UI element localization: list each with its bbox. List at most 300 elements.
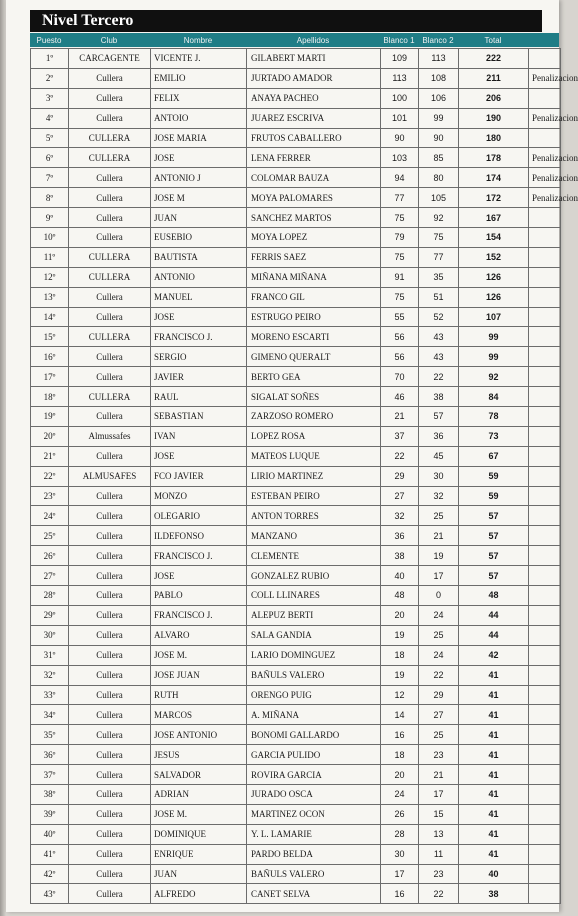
nombre-cell: JESUS (151, 745, 247, 765)
table-row (31, 88, 561, 108)
club-cell: Cullera (69, 804, 151, 824)
nombre-cell: JOSE (151, 307, 247, 327)
table-row (31, 486, 561, 506)
penalty-note (529, 287, 561, 307)
table-row (31, 426, 561, 446)
club-cell: Cullera (69, 108, 151, 128)
total-cell: 57 (459, 506, 529, 526)
apellidos-cell: CANET SELVA (247, 884, 381, 904)
club-cell: Cullera (69, 745, 151, 765)
nombre-cell: JUAN (151, 864, 247, 884)
position-cell: 28º (31, 586, 69, 606)
penalty-note (529, 426, 561, 446)
table-row (31, 168, 561, 188)
club-cell: Cullera (69, 88, 151, 108)
apellidos-cell: ZARZOSO ROMERO (247, 407, 381, 427)
table-row (31, 407, 561, 427)
club-cell: Cullera (69, 645, 151, 665)
blanco-1-cell: 38 (381, 546, 419, 566)
position-cell: 37º (31, 765, 69, 785)
nombre-cell: FCO JAVIER (151, 466, 247, 486)
blanco-2-cell: 80 (419, 168, 459, 188)
club-cell: CULLERA (69, 247, 151, 267)
penalty-note: Penalizacion (529, 108, 561, 128)
total-cell: 154 (459, 228, 529, 248)
apellidos-cell: MANZANO (247, 526, 381, 546)
blanco-2-cell: 77 (419, 247, 459, 267)
table-row (31, 387, 561, 407)
apellidos-cell: MATEOS LUQUE (247, 446, 381, 466)
results-table (30, 48, 578, 904)
position-cell: 8º (31, 188, 69, 208)
blanco-1-cell: 29 (381, 466, 419, 486)
apellidos-cell: MORENO ESCARTI (247, 327, 381, 347)
apellidos-cell: BAÑULS VALERO (247, 665, 381, 685)
club-cell: Cullera (69, 347, 151, 367)
apellidos-cell: ALEPUZ BERTI (247, 605, 381, 625)
blanco-2-cell: 29 (419, 685, 459, 705)
club-cell: Cullera (69, 228, 151, 248)
blanco-2-cell: 113 (419, 49, 459, 69)
table-row (31, 705, 561, 725)
club-cell: Cullera (69, 68, 151, 88)
total-cell: 172 (459, 188, 529, 208)
nombre-cell: JOSE JUAN (151, 665, 247, 685)
blanco-1-cell: 30 (381, 844, 419, 864)
penalty-note: Penalizacion (529, 188, 561, 208)
blanco-1-cell: 27 (381, 486, 419, 506)
blanco-2-cell: 22 (419, 665, 459, 685)
blanco-2-cell: 106 (419, 88, 459, 108)
position-cell: 13º (31, 287, 69, 307)
apellidos-cell: MOYA LOPEZ (247, 228, 381, 248)
club-cell: Cullera (69, 566, 151, 586)
position-cell: 25º (31, 526, 69, 546)
table-row (31, 128, 561, 148)
penalty-note (529, 765, 561, 785)
penalty-note (529, 327, 561, 347)
table-row (31, 745, 561, 765)
position-cell: 11º (31, 247, 69, 267)
total-cell: 126 (459, 267, 529, 287)
nombre-cell: JOSE M. (151, 645, 247, 665)
penalty-note (529, 228, 561, 248)
position-cell: 4º (31, 108, 69, 128)
blanco-2-cell: 24 (419, 605, 459, 625)
penalty-note (529, 546, 561, 566)
blanco-1-cell: 101 (381, 108, 419, 128)
penalty-note (529, 665, 561, 685)
blanco-2-cell: 15 (419, 804, 459, 824)
blanco-2-cell: 21 (419, 765, 459, 785)
table-row (31, 446, 561, 466)
blanco-1-cell: 109 (381, 49, 419, 69)
blanco-2-cell: 22 (419, 884, 459, 904)
nombre-cell: JOSE M. (151, 804, 247, 824)
club-cell: CULLERA (69, 327, 151, 347)
total-cell: 41 (459, 804, 529, 824)
apellidos-cell: FRANCO GIL (247, 287, 381, 307)
apellidos-cell: PARDO BELDA (247, 844, 381, 864)
position-cell: 1º (31, 49, 69, 69)
header-total: Total (484, 35, 502, 45)
position-cell: 3º (31, 88, 69, 108)
apellidos-cell: CLEMENTE (247, 546, 381, 566)
blanco-1-cell: 26 (381, 804, 419, 824)
nombre-cell: JOSE ANTONIO (151, 725, 247, 745)
apellidos-cell: LARIO DOMINGUEZ (247, 645, 381, 665)
nombre-cell: BAUTISTA (151, 247, 247, 267)
position-cell: 7º (31, 168, 69, 188)
club-cell: Cullera (69, 407, 151, 427)
club-cell: ALMUSAFES (69, 466, 151, 486)
blanco-2-cell: 27 (419, 705, 459, 725)
position-cell: 32º (31, 665, 69, 685)
penalty-note (529, 367, 561, 387)
table-row (31, 665, 561, 685)
club-cell: Cullera (69, 586, 151, 606)
club-cell: Cullera (69, 446, 151, 466)
club-cell: Cullera (69, 844, 151, 864)
table-row (31, 844, 561, 864)
table-row (31, 725, 561, 745)
blanco-2-cell: 92 (419, 208, 459, 228)
blanco-2-cell: 23 (419, 864, 459, 884)
blanco-2-cell: 85 (419, 148, 459, 168)
nombre-cell: IVAN (151, 426, 247, 446)
blanco-2-cell: 11 (419, 844, 459, 864)
position-cell: 22º (31, 466, 69, 486)
nombre-cell: FRANCISCO J. (151, 546, 247, 566)
penalty-note (529, 466, 561, 486)
blanco-1-cell: 20 (381, 605, 419, 625)
club-cell: Cullera (69, 705, 151, 725)
header-blanco-1: Blanco 1 (383, 35, 415, 45)
position-cell: 40º (31, 824, 69, 844)
blanco-2-cell: 30 (419, 466, 459, 486)
penalty-note (529, 725, 561, 745)
table-row (31, 148, 561, 168)
penalty-note (529, 645, 561, 665)
table-row (31, 804, 561, 824)
total-cell: 41 (459, 824, 529, 844)
blanco-1-cell: 70 (381, 367, 419, 387)
penalty-note (529, 526, 561, 546)
penalty-note (529, 705, 561, 725)
position-cell: 42º (31, 864, 69, 884)
penalty-note (529, 88, 561, 108)
position-cell: 36º (31, 745, 69, 765)
club-cell: Cullera (69, 287, 151, 307)
apellidos-cell: GARCIA PULIDO (247, 745, 381, 765)
table-row (31, 287, 561, 307)
blanco-2-cell: 90 (419, 128, 459, 148)
total-cell: 206 (459, 88, 529, 108)
penalty-note (529, 745, 561, 765)
blanco-1-cell: 113 (381, 68, 419, 88)
nombre-cell: JAVIER (151, 367, 247, 387)
blanco-1-cell: 94 (381, 168, 419, 188)
total-cell: 41 (459, 685, 529, 705)
penalty-note (529, 586, 561, 606)
club-cell: Almussafes (69, 426, 151, 446)
club-cell: Cullera (69, 665, 151, 685)
blanco-1-cell: 17 (381, 864, 419, 884)
nombre-cell: ALFREDO (151, 884, 247, 904)
nombre-cell: SALVADOR (151, 765, 247, 785)
blanco-1-cell: 20 (381, 765, 419, 785)
position-cell: 29º (31, 605, 69, 625)
blanco-2-cell: 22 (419, 367, 459, 387)
header-nombre: Nombre (183, 35, 213, 45)
apellidos-cell: ORENGO PUIG (247, 685, 381, 705)
apellidos-cell: LIRIO MARTINEZ (247, 466, 381, 486)
total-cell: 73 (459, 426, 529, 446)
table-row (31, 526, 561, 546)
total-cell: 59 (459, 466, 529, 486)
position-cell: 9º (31, 208, 69, 228)
nombre-cell: ANTONIO (151, 267, 247, 287)
table-row (31, 466, 561, 486)
blanco-2-cell: 45 (419, 446, 459, 466)
table-row (31, 784, 561, 804)
total-cell: 178 (459, 148, 529, 168)
position-cell: 23º (31, 486, 69, 506)
blanco-1-cell: 21 (381, 407, 419, 427)
position-cell: 15º (31, 327, 69, 347)
apellidos-cell: Y. L. LAMARIE (247, 824, 381, 844)
club-cell: Cullera (69, 884, 151, 904)
penalty-note (529, 407, 561, 427)
blanco-1-cell: 12 (381, 685, 419, 705)
blanco-1-cell: 40 (381, 566, 419, 586)
penalty-note (529, 49, 561, 69)
apellidos-cell: ANAYA PACHEO (247, 88, 381, 108)
nombre-cell: ENRIQUE (151, 844, 247, 864)
position-cell: 27º (31, 566, 69, 586)
apellidos-cell: LOPEZ ROSA (247, 426, 381, 446)
club-cell: Cullera (69, 486, 151, 506)
table-row (31, 208, 561, 228)
blanco-1-cell: 36 (381, 526, 419, 546)
total-cell: 84 (459, 387, 529, 407)
total-cell: 41 (459, 665, 529, 685)
table-row (31, 347, 561, 367)
position-cell: 17º (31, 367, 69, 387)
header-apellidos: Apellidos (296, 35, 330, 45)
club-cell: Cullera (69, 765, 151, 785)
position-cell: 12º (31, 267, 69, 287)
total-cell: 41 (459, 784, 529, 804)
apellidos-cell: BERTO GEA (247, 367, 381, 387)
total-cell: 78 (459, 407, 529, 427)
position-cell: 33º (31, 685, 69, 705)
club-cell: CARCAGENTE (69, 49, 151, 69)
nombre-cell: JUAN (151, 208, 247, 228)
table-row (31, 824, 561, 844)
table-row (31, 765, 561, 785)
nombre-cell: FRANCISCO J. (151, 605, 247, 625)
position-cell: 31º (31, 645, 69, 665)
penalty-note (529, 625, 561, 645)
total-cell: 59 (459, 486, 529, 506)
nombre-cell: SEBASTIAN (151, 407, 247, 427)
club-cell: Cullera (69, 208, 151, 228)
table-row (31, 645, 561, 665)
club-cell: Cullera (69, 367, 151, 387)
nombre-cell: OLEGARIO (151, 506, 247, 526)
total-cell: 57 (459, 526, 529, 546)
position-cell: 41º (31, 844, 69, 864)
blanco-2-cell: 25 (419, 625, 459, 645)
blanco-2-cell: 25 (419, 506, 459, 526)
blanco-2-cell: 75 (419, 228, 459, 248)
blanco-1-cell: 19 (381, 625, 419, 645)
nombre-cell: ANTONIO J (151, 168, 247, 188)
apellidos-cell: BONOMI GALLARDO (247, 725, 381, 745)
apellidos-cell: JURTADO AMADOR (247, 68, 381, 88)
club-cell: CULLERA (69, 148, 151, 168)
blanco-1-cell: 103 (381, 148, 419, 168)
nombre-cell: ILDEFONSO (151, 526, 247, 546)
table-row (31, 566, 561, 586)
penalty-note (529, 506, 561, 526)
apellidos-cell: JUAREZ ESCRIVA (247, 108, 381, 128)
table-row (31, 68, 561, 88)
penalty-note (529, 486, 561, 506)
blanco-1-cell: 24 (381, 784, 419, 804)
club-cell: Cullera (69, 725, 151, 745)
nombre-cell: PABLO (151, 586, 247, 606)
club-cell: Cullera (69, 685, 151, 705)
total-cell: 92 (459, 367, 529, 387)
table-row (31, 546, 561, 566)
blanco-1-cell: 100 (381, 88, 419, 108)
nombre-cell: RAUL (151, 387, 247, 407)
apellidos-cell: FRUTOS CABALLERO (247, 128, 381, 148)
penalty-note (529, 347, 561, 367)
table-row (31, 864, 561, 884)
table-row (31, 307, 561, 327)
total-cell: 38 (459, 884, 529, 904)
table-row (31, 367, 561, 387)
club-cell: CULLERA (69, 128, 151, 148)
apellidos-cell: COLL LLINARES (247, 586, 381, 606)
club-cell: Cullera (69, 526, 151, 546)
position-cell: 43º (31, 884, 69, 904)
table-row (31, 228, 561, 248)
nombre-cell: ALVARO (151, 625, 247, 645)
apellidos-cell: GIMENO QUERALT (247, 347, 381, 367)
nombre-cell: FELIX (151, 88, 247, 108)
position-cell: 21º (31, 446, 69, 466)
sheet-title: Nivel Tercero (42, 12, 134, 29)
results-table-body (31, 49, 578, 904)
nombre-cell: JOSE MARIA (151, 128, 247, 148)
nombre-cell: MARCOS (151, 705, 247, 725)
position-cell: 19º (31, 407, 69, 427)
total-cell: 222 (459, 49, 529, 69)
blanco-1-cell: 75 (381, 208, 419, 228)
blanco-1-cell: 32 (381, 506, 419, 526)
apellidos-cell: A. MIÑANA (247, 705, 381, 725)
total-cell: 126 (459, 287, 529, 307)
blanco-1-cell: 90 (381, 128, 419, 148)
blanco-1-cell: 75 (381, 287, 419, 307)
header-club: Club (100, 35, 118, 45)
blanco-1-cell: 28 (381, 824, 419, 844)
total-cell: 211 (459, 68, 529, 88)
blanco-1-cell: 18 (381, 645, 419, 665)
apellidos-cell: BAÑULS VALERO (247, 864, 381, 884)
table-row (31, 327, 561, 347)
apellidos-cell: LENA FERRER (247, 148, 381, 168)
blanco-1-cell: 79 (381, 228, 419, 248)
apellidos-cell: ANTON TORRES (247, 506, 381, 526)
position-cell: 39º (31, 804, 69, 824)
penalty-note: Penalizacion (529, 68, 561, 88)
penalty-note (529, 824, 561, 844)
table-row (31, 605, 561, 625)
apellidos-cell: MIÑANA MIÑANA (247, 267, 381, 287)
total-cell: 48 (459, 586, 529, 606)
blanco-2-cell: 36 (419, 426, 459, 446)
penalty-note (529, 844, 561, 864)
total-cell: 42 (459, 645, 529, 665)
total-cell: 41 (459, 725, 529, 745)
total-cell: 44 (459, 625, 529, 645)
blanco-1-cell: 16 (381, 725, 419, 745)
blanco-1-cell: 48 (381, 586, 419, 606)
penalty-note (529, 208, 561, 228)
total-cell: 57 (459, 566, 529, 586)
penalty-note (529, 884, 561, 904)
position-cell: 34º (31, 705, 69, 725)
header-blanco-2: Blanco 2 (422, 35, 454, 45)
total-cell: 41 (459, 844, 529, 864)
nombre-cell: MONZO (151, 486, 247, 506)
blanco-2-cell: 43 (419, 327, 459, 347)
nombre-cell: VICENTE J. (151, 49, 247, 69)
nombre-cell: JOSE (151, 446, 247, 466)
penalty-note (529, 864, 561, 884)
table-row (31, 188, 561, 208)
blanco-1-cell: 75 (381, 247, 419, 267)
apellidos-cell: JURADO OSCA (247, 784, 381, 804)
apellidos-cell: SALA GANDIA (247, 625, 381, 645)
apellidos-cell: SANCHEZ MARTOS (247, 208, 381, 228)
blanco-1-cell: 56 (381, 327, 419, 347)
penalty-note (529, 685, 561, 705)
nombre-cell: EUSEBIO (151, 228, 247, 248)
total-cell: 167 (459, 208, 529, 228)
total-cell: 99 (459, 347, 529, 367)
blanco-1-cell: 19 (381, 665, 419, 685)
position-cell: 2º (31, 68, 69, 88)
blanco-2-cell: 52 (419, 307, 459, 327)
total-cell: 107 (459, 307, 529, 327)
total-cell: 67 (459, 446, 529, 466)
position-cell: 20º (31, 426, 69, 446)
club-cell: Cullera (69, 168, 151, 188)
blanco-1-cell: 18 (381, 745, 419, 765)
nombre-cell: DOMINIQUE (151, 824, 247, 844)
total-cell: 180 (459, 128, 529, 148)
penalty-note (529, 566, 561, 586)
total-cell: 40 (459, 864, 529, 884)
position-cell: 14º (31, 307, 69, 327)
apellidos-cell: MARTINEZ OCON (247, 804, 381, 824)
